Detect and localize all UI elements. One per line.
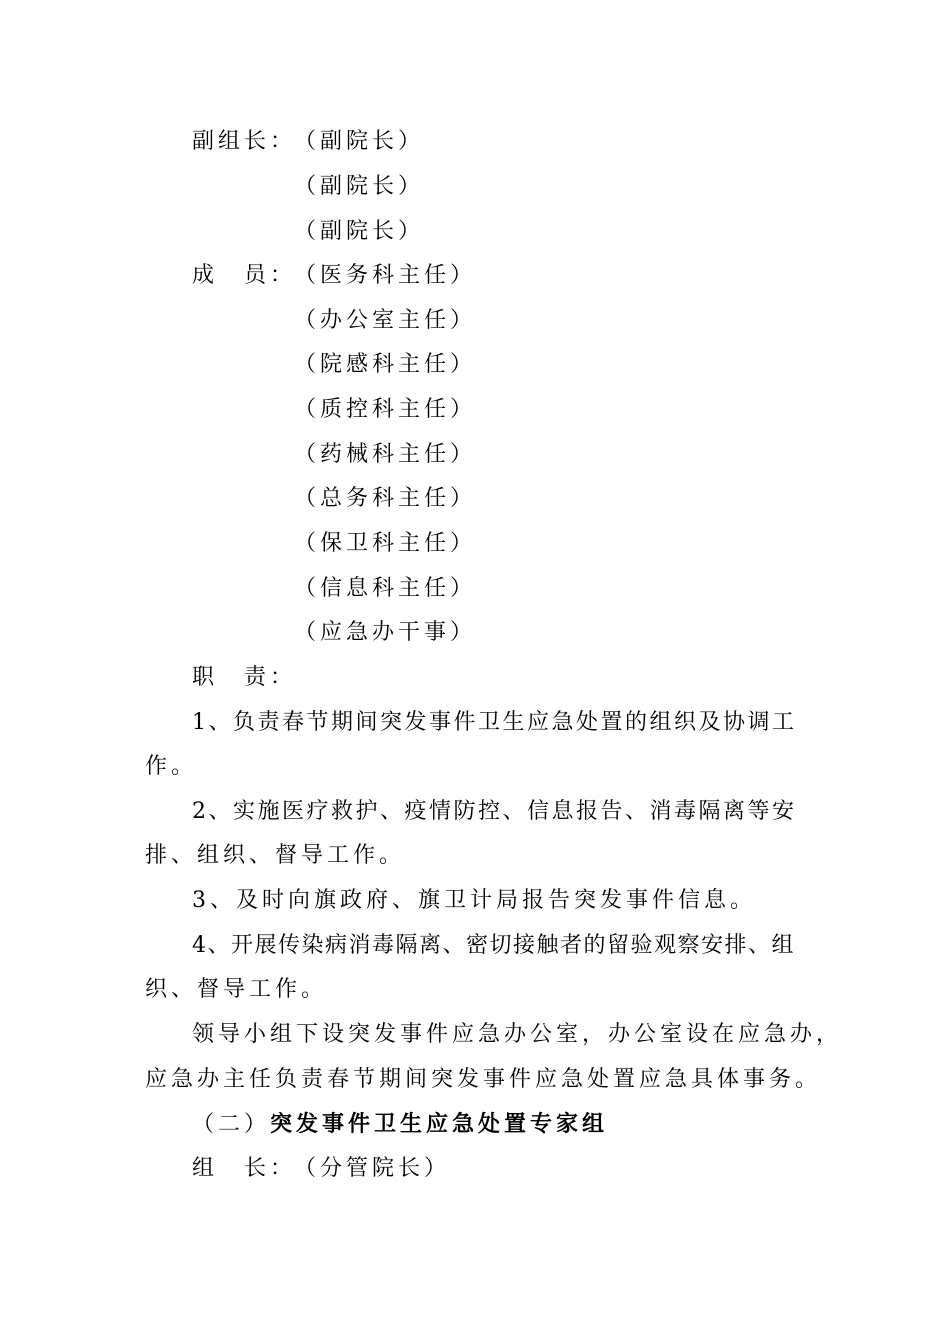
section-heading (192, 1109, 608, 1140)
member-item: （质控科主任） (294, 397, 477, 422)
deputy-member: （副院长） (294, 219, 425, 244)
deputy-member: （副院长） (294, 174, 425, 199)
duty-item-line: 排、组织、督导工作。 (145, 843, 406, 868)
duty-item-line: 作。 (145, 754, 198, 779)
member-label: 成 员： (192, 263, 297, 288)
duties-label: 职 责： (192, 665, 297, 690)
office-paragraph-line: 应急办主任负责春节期间突发事件应急处置应急具体事务。 (145, 1067, 822, 1092)
member-item: （信息科主任） (294, 576, 477, 601)
deputy-label: 副组长： (192, 129, 297, 154)
member-item: （应急办干事） (294, 620, 477, 645)
duty-item-line: 4、开展传染病消毒隔离、密切接触者的留验观察安排、组 (192, 933, 795, 958)
office-paragraph-line: 领导小组下设突发事件应急办公室，办公室设在应急办， (192, 1022, 843, 1047)
member-item: （院感科主任） (294, 352, 477, 377)
deputy-member: （副院长） (294, 129, 425, 154)
duty-item-line: 织、督导工作。 (145, 977, 328, 1002)
duty-item-line: 3、及时向旗政府、旗卫计局报告突发事件信息。 (192, 888, 756, 913)
member-item: （办公室主任） (294, 308, 477, 333)
duty-item-line: 2、实施医疗救护、疫情防控、信息报告、消毒隔离等安 (192, 799, 797, 824)
member-item: （总务科主任） (294, 486, 477, 511)
member-item: （保卫科主任） (294, 531, 477, 556)
expert-leader-label: 组 长： (192, 1156, 297, 1181)
member-item: （药械科主任） (294, 442, 477, 467)
member-item: （医务科主任） (294, 263, 477, 288)
expert-leader-value: （分管院长） (294, 1156, 451, 1181)
section-heading-title: 突发事件卫生应急处置专家组 (270, 1111, 609, 1137)
section-heading-prefix: （二） (192, 1112, 271, 1137)
duty-item-line: 1、负责春节期间突发事件卫生应急处置的组织及协调工 (192, 710, 797, 735)
